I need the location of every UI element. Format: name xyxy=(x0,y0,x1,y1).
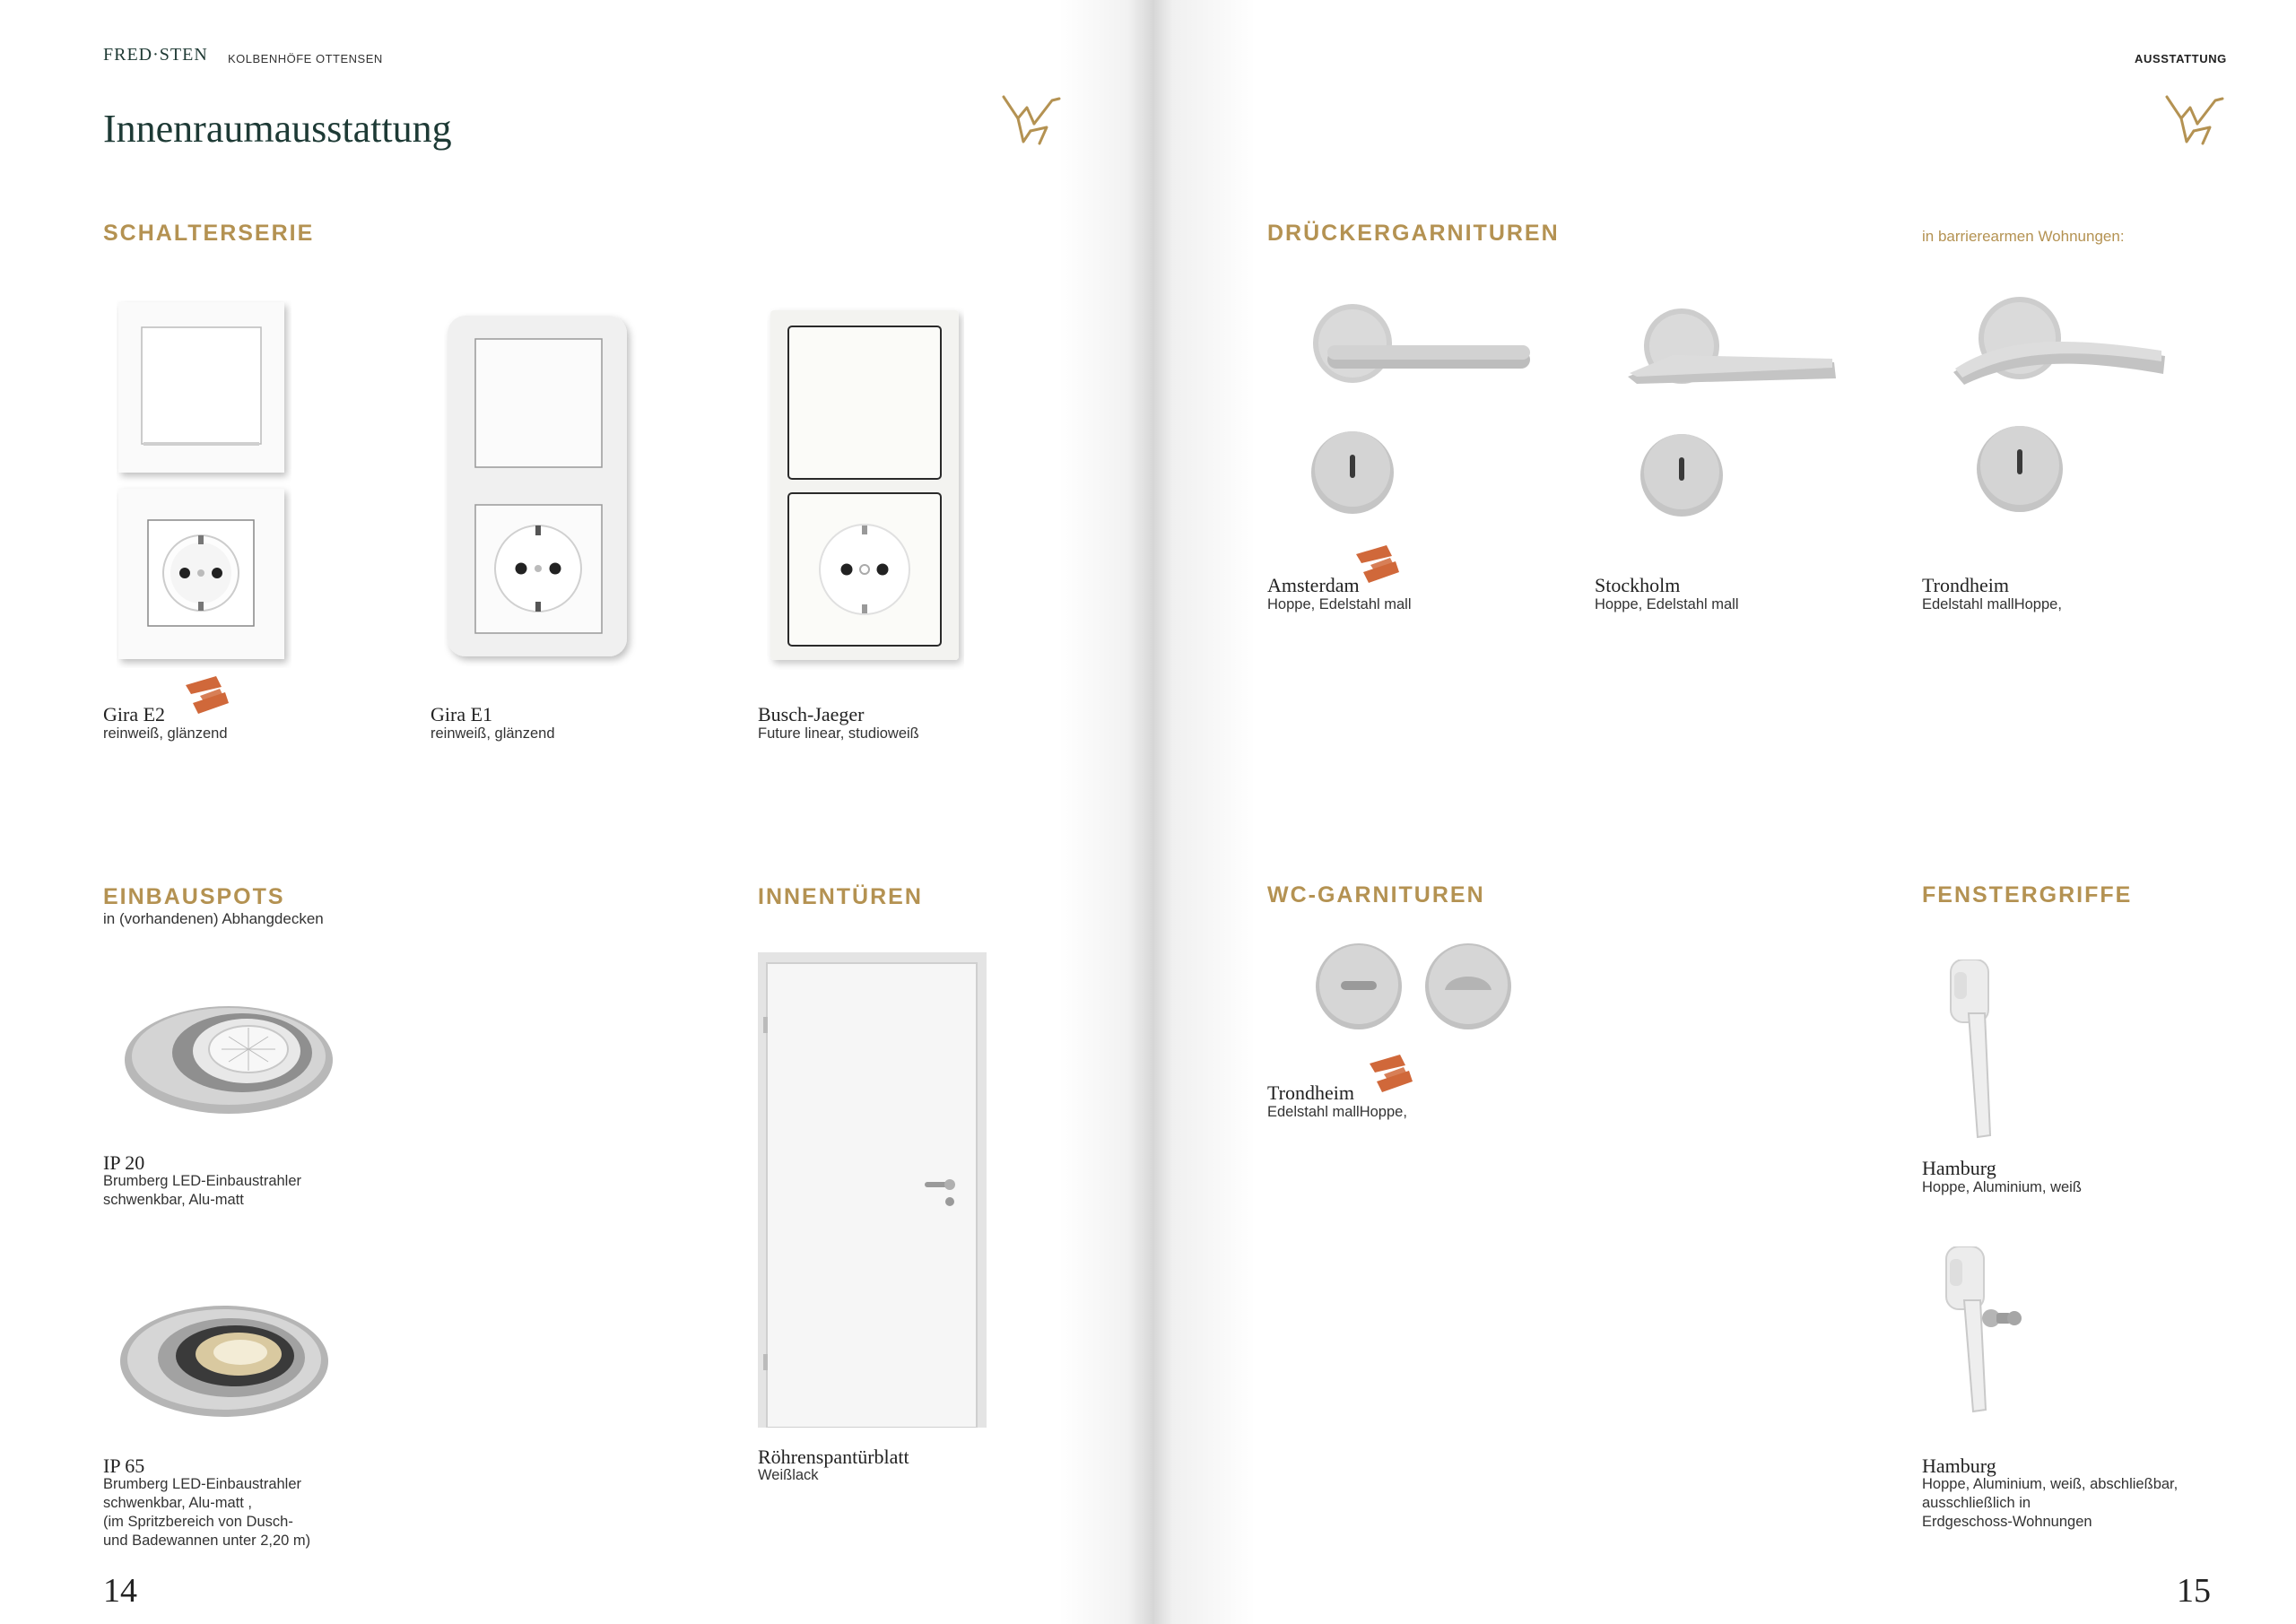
item-name-hamburg-lockable: Hamburg xyxy=(1922,1455,1996,1477)
brand-logo-text: FRED·STEN xyxy=(103,45,208,65)
item-desc-ip65-line3: (im Spritzbereich von Dusch- xyxy=(103,1514,293,1530)
section-tag: AUSSTATTUNG xyxy=(2135,52,2227,65)
highlight-badge-icon xyxy=(1354,543,1401,590)
item-name-hamburg: Hamburg xyxy=(1922,1157,1996,1179)
stockholm-handle-image xyxy=(1619,303,1843,523)
item-name-roehrenspantuerblatt: Röhrenspantürblatt xyxy=(758,1446,909,1468)
gira-e2-image xyxy=(117,300,291,673)
page-number-right: 15 xyxy=(2177,1572,2211,1610)
project-name: KOLBENHÖFE OTTENSEN xyxy=(228,52,383,65)
wc-garnitur-image xyxy=(1314,940,1516,1038)
item-desc-gira-e1: reinweiß, glänzend xyxy=(430,725,555,742)
window-handle-image xyxy=(1942,960,2013,1143)
item-name-gira-e1: Gira E1 xyxy=(430,703,493,725)
section-heading-drueckergarnituren: DRÜCKERGARNITUREN xyxy=(1267,221,1560,246)
item-desc-hamburg: Hoppe, Aluminium, weiß xyxy=(1922,1179,2082,1195)
item-desc-trondheim: Edelstahl mallHoppe, xyxy=(1922,596,2062,612)
einbauspots-subheading: in (vorhandenen) Abhangdecken xyxy=(103,910,324,927)
bird-logo-icon xyxy=(2163,91,2226,147)
item-name-trondheim: Trondheim xyxy=(1922,574,2009,596)
book-gutter-shadow xyxy=(1058,0,1256,1624)
item-desc-hamburg-lockable-line1: Hoppe, Aluminium, weiß, abschließbar, xyxy=(1922,1476,2179,1492)
highlight-badge-icon xyxy=(1368,1053,1414,1099)
item-desc-hamburg-lockable-line2: ausschließlich in xyxy=(1922,1495,2031,1511)
item-name-wc-trondheim: Trondheim xyxy=(1267,1081,1354,1104)
item-desc-wc-trondheim: Edelstahl mallHoppe, xyxy=(1267,1104,1407,1120)
section-heading-wc-garnituren: WC-GARNITUREN xyxy=(1267,882,1485,908)
bird-logo-icon xyxy=(1000,91,1063,147)
item-desc-ip65-line1: Brumberg LED-Einbaustrahler xyxy=(103,1476,302,1492)
item-name-amsterdam: Amsterdam xyxy=(1267,574,1360,596)
trondheim-handle-image xyxy=(1946,291,2170,520)
page-number-left: 14 xyxy=(103,1572,137,1610)
section-heading-fenstergriffe: FENSTERGRIFFE xyxy=(1922,882,2133,908)
item-desc-amsterdam: Hoppe, Edelstahl mall xyxy=(1267,596,1412,612)
item-desc-ip65-line4: und Badewannen unter 2,20 m) xyxy=(103,1533,311,1549)
item-desc-gira-e2: reinweiß, glänzend xyxy=(103,725,228,742)
spot-ip20-image xyxy=(121,995,336,1125)
item-desc-ip20-line1: Brumberg LED-Einbaustrahler xyxy=(103,1173,302,1189)
right-page xyxy=(1148,0,2296,1624)
item-name-ip20: IP 20 xyxy=(103,1151,145,1174)
busch-jaeger-image xyxy=(767,307,964,674)
lockable-window-handle-image xyxy=(1937,1246,2036,1430)
amsterdam-handle-image xyxy=(1309,300,1534,520)
gira-e1-image xyxy=(444,312,637,671)
item-name-gira-e2: Gira E2 xyxy=(103,703,166,725)
item-desc-hamburg-lockable-line3: Erdgeschoss-Wohnungen xyxy=(1922,1514,2092,1530)
item-desc-stockholm: Hoppe, Edelstahl mall xyxy=(1595,596,1739,612)
section-heading-innentueren: INNENTÜREN xyxy=(758,884,923,909)
spot-ip65-image xyxy=(117,1300,332,1426)
item-desc-ip20-line2: schwenkbar, Alu-matt xyxy=(103,1192,244,1208)
item-name-ip65: IP 65 xyxy=(103,1455,145,1477)
item-desc-ip65-line2: schwenkbar, Alu-matt , xyxy=(103,1495,252,1511)
item-name-busch-jaeger: Busch-Jaeger xyxy=(758,703,865,725)
door-image xyxy=(758,952,987,1432)
page-title: Innenraumausstattung xyxy=(103,107,452,151)
item-desc-busch-jaeger: Future linear, studioweiß xyxy=(758,725,919,742)
section-heading-einbauspots: EINBAUSPOTS xyxy=(103,884,285,909)
barrierearm-note: in barrierearmen Wohnungen: xyxy=(1922,228,2125,245)
item-desc-roehrenspantuerblatt: Weißlack xyxy=(758,1467,819,1483)
highlight-badge-icon xyxy=(184,674,230,721)
section-heading-schalterserie: SCHALTERSERIE xyxy=(103,221,315,246)
item-name-stockholm: Stockholm xyxy=(1595,574,1681,596)
